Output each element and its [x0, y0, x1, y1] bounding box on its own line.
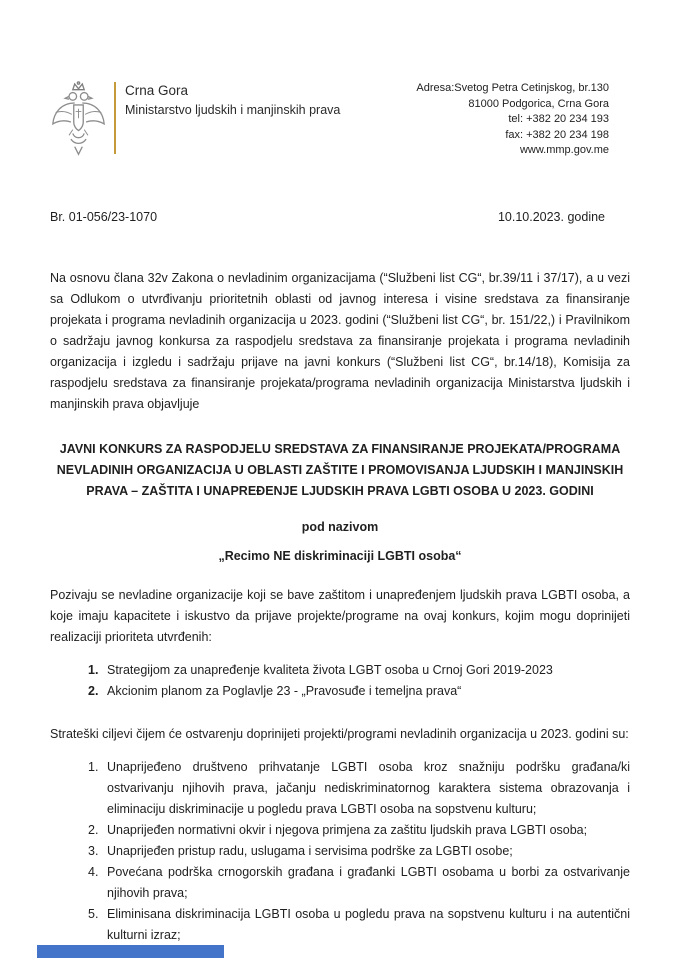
subtitle-name: „Recimo NE diskriminaciji LGBTI osoba“ — [218, 549, 462, 563]
document-title: JAVNI KONKURS ZA RASPODJELU SREDSTAVA ZA FINANSIRANJE PROJEKATA/PROGRAMA NEVLADINIH ORGANIZACIJA U OBLASTI ZAŠTITE I PROMOVISANJA LJUDSKIH I MANJINSKIH PRAVA – ZAŠTITA I UNAPREĐENJE LJUDSKIH PRAVA LGBTI OSOBA U 2023. GODINI — [56, 442, 624, 498]
document-date: 10.10.2023. godine — [497, 210, 605, 224]
legal-basis-paragraph: Na osnovu člana 32v Zakona o nevladinim organizacijama (“Službeni list CG“, br.39/11 i 37/17), a u vezi sa Odlukom o utvrđivanju prioritetnih oblasti od javnog interesa i visine sredstava za finansiranje projekata i programa nevladinih organizacija u 2023. godini (“Službeni list CG“, br. 151/22,) i Pravilnikom o sadržaju javnog konkursa za raspodjelu sredstava za finansiranje projekata i programa nevladinih organizacija i izgledu i sadržaju prijave na javni konkurs (“Službeni list CG“, br.14/18), Komisija za raspodjelu sredstava za finansiranje projekata/programa nevladinih organizacija Ministarstva ljudskih i manjinskih prava objavljuje — [50, 271, 630, 411]
coat-of-arms-icon — [50, 80, 107, 164]
letterhead-left — [50, 80, 340, 164]
subtitle-label: pod nazivom — [301, 520, 379, 534]
website-line: www.mmp.gov.me — [519, 144, 609, 156]
list-item — [50, 862, 630, 904]
address-line: 81000 Podgorica, Crna Gora — [468, 97, 609, 110]
list-item-text: Unaprijeđen normativni okvir i njegova primjena za zaštitu ljudskih prava LGBTI osoba; — [107, 823, 588, 837]
reference-number: Br. 01-056/23-1070 — [50, 210, 158, 224]
list-item — [50, 757, 630, 820]
list-item-text: Strategijom za unapređenje kvaliteta života LGBT osoba u Crnoj Gori 2019-2023 — [107, 663, 553, 677]
letterhead-names — [125, 80, 340, 119]
list-item-number: 2. — [88, 684, 99, 698]
list-item-text: Povećana podrška crnogorskih građana i građanki LGBTI osobama u borbi za ostvarivanje njihovih prava; — [107, 865, 630, 900]
country-name: Crna Gora — [125, 83, 189, 98]
list-item — [50, 841, 630, 862]
list-item-text: Eliminisana diskriminacija LGBTI osoba u pogledu prava na sopstvenu kulturu i na autentični kulturni izraz; — [107, 907, 630, 942]
goals-list — [50, 757, 630, 946]
goals-intro-paragraph: Strateški ciljevi čijem će ostvarenju doprinijeti projekti/programi nevladinih organizacija u 2023. godini su: — [50, 727, 629, 741]
fax-line: fax: +382 20 234 198 — [505, 128, 609, 141]
list-item — [50, 681, 630, 702]
list-item-number: 3. — [88, 844, 99, 858]
invitation-paragraph: Pozivaju se nevladine organizacije koji se bave zaštitom i unapređenjem ljudskih prava LGBTI osoba, a koje imaju kapacitete i iskustvo da prijave projekte/programe na ovaj konkurs, kojim mogu doprinijeti realizaciji prioriteta utvrđenih: — [50, 588, 630, 644]
list-item-text: Unaprijeđen pristup radu, uslugama i servisima podrške za LGBTI osobe; — [107, 844, 513, 858]
reference-row — [50, 210, 630, 224]
list-item — [50, 904, 630, 946]
letterhead-divider — [114, 82, 116, 154]
list-item-number: 5. — [88, 907, 99, 921]
letterhead — [50, 80, 630, 172]
ministry-name: Ministarstvo ljudskih i manjinskih prava — [125, 103, 341, 117]
phone-line: tel: +382 20 234 193 — [508, 113, 609, 125]
list-item-number: 1. — [88, 663, 99, 677]
letterhead-address-block — [416, 80, 630, 159]
footer-blue-bar — [37, 945, 224, 958]
list-item-text: Akcionim planom za Poglavlje 23 - „Pravosuđe i temeljna prava“ — [107, 684, 462, 698]
priorities-list — [50, 660, 630, 702]
list-item-number: 4. — [88, 865, 99, 879]
list-item — [50, 820, 630, 841]
list-item-text: Unaprijeđeno društveno prihvatanje LGBTI osoba kroz snažniju podršku građana/ki ostvarivanju njihovih prava, jačanju nediskriminatornog karaktera sistema obrazovanja i eliminaciju diskriminacije u pogledu prava LGBTI osoba na sopstvenu kulturu; — [107, 760, 630, 816]
list-item-number: 2. — [88, 823, 99, 837]
list-item-number: 1. — [88, 760, 99, 774]
list-item — [50, 660, 630, 681]
address-line: Adresa:Svetog Petra Cetinjskog, br.130 — [416, 82, 609, 94]
